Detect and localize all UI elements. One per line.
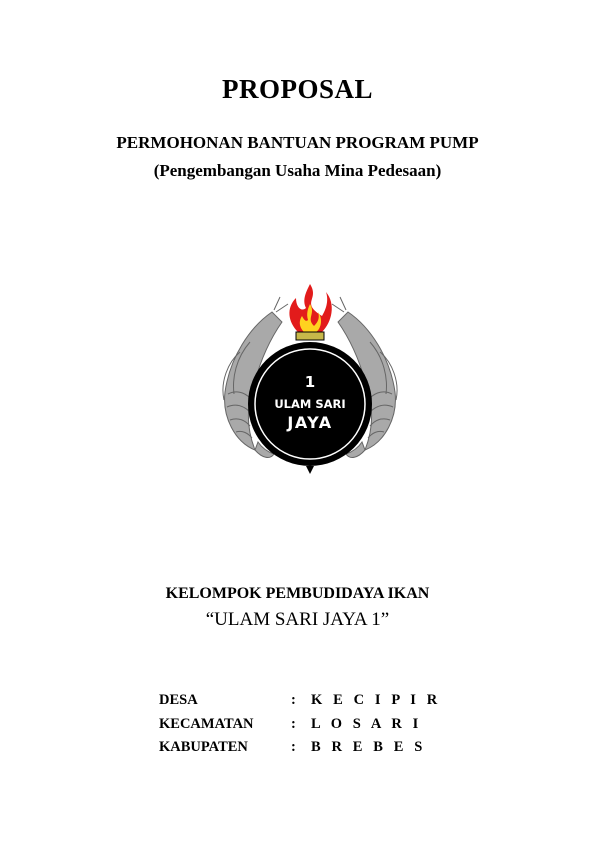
group-label: KELOMPOK PEMBUDIDAYA IKAN [165, 585, 430, 602]
logo-text-ulam-sari: ULAM SARI [274, 397, 346, 411]
location-colon: : [291, 692, 296, 708]
location-key: KABUPATEN [159, 739, 248, 755]
subtitle-line2: (Pengembangan Usaha Mina Pedesaan) [153, 161, 442, 180]
logo-text-jaya: JAYA [287, 413, 333, 432]
group-name: “ULAM SARI JAYA 1” [205, 609, 390, 630]
document-title: PROPOSAL [221, 74, 373, 104]
location-key: KECAMATAN [159, 716, 254, 732]
group-logo [210, 282, 410, 482]
location-key: DESA [159, 692, 198, 708]
location-value: B R E B E S [311, 739, 426, 755]
location-colon: : [291, 739, 296, 755]
subtitle-line1: PERMOHONAN BANTUAN PROGRAM PUMP [116, 133, 479, 152]
logo-text-number: 1 [304, 373, 316, 391]
location-value: K E C I P I R [311, 692, 441, 708]
logo-pointer [306, 466, 314, 474]
torch-holder [296, 332, 324, 340]
location-colon: : [291, 716, 296, 732]
location-value: L O S A R I [311, 716, 422, 732]
flame-icon [289, 284, 331, 332]
